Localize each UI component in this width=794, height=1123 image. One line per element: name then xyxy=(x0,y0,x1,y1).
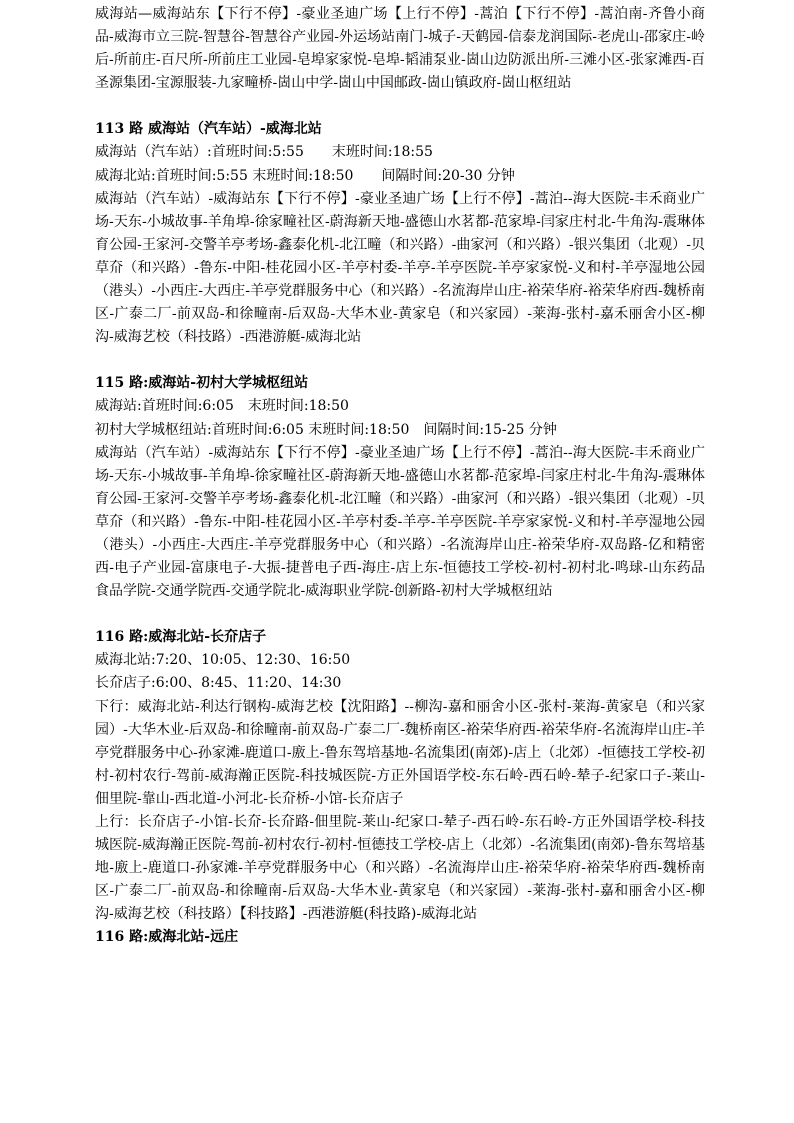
route-115-schedule-1: 威海站:首班时间:6:05 末班时间:18:50 xyxy=(95,398,349,415)
route-116-down-stops: 下行：威海北站-利达行钢构-威海艺校【沈阳路】--柳沟-嘉和丽舍小区-张村-莱海-黄家皂（和兴家园）-大华木业-后双岛-和徐疃南-前双岛-广泰二厂-魏桥南区-裕荣华府西-裕荣华府-名流海岸山庄-羊亭党群服务中心-孙家滩-鹿道口-廒上-鲁东驾培基地-名流集团(南郊)-店上（北郊）-恒德技工学校-初村-初村农行-驾前-威海瀚正医院-科技城医院-方正外国语学校-东石岭-西石岭-辇子-纪家口子-莱山-佃里院-靠山-西北道-小河北-长夼桥-小馆-长夼店子 xyxy=(95,698,705,807)
route-115-schedule-2: 初村大学城枢纽站:首班时间:6:05 末班时间:18:50 间隔时间:15-25 分钟 xyxy=(95,421,557,438)
route-113-stops: 威海站（汽车站）-威海站东【下行不停】-豪业圣迪广场【上行不停】-蒿泊--海大医院-丰禾商业广场-天东-小城故事-羊角埠-徐家疃社区-蔚海新天地-盛德山水茗都-范家埠-闫家庄村北-牛角沟-震琳体育公园-王家河-交警羊亭考场-鑫泰化机-北江疃（和兴路）-曲家河（和兴路）-银兴集团（北观）-贝草夼（和兴路）-鲁东-中阳-桂花园小区-羊亭村委-羊亭-羊亭医院-羊亭家家悦-义和村-羊亭湿地公园（港头）-小西庄-大西庄-羊亭党群服务中心（和兴路）-名流海岸山庄-裕荣华府-裕荣华府西-魏桥南区-广泰二厂-前双岛-和徐疃南-后双岛-大华木业-黄家皂（和兴家园）-莱海-张村-嘉禾丽舍小区-柳沟-威海艺校（科技路）-西港游艇-威海北站 xyxy=(95,190,705,346)
spacer xyxy=(95,603,705,626)
route-116-schedule-1: 威海北站:7:20、10:05、12:30、16:50 xyxy=(95,652,351,669)
route-113-title: 113 路 威海站（汽车站）-威海北站 xyxy=(95,121,322,138)
route-116b-title: 116 路:威海北站-远庄 xyxy=(95,929,239,946)
route-stops-continued: 威海站—威海站东【下行不停】-豪业圣迪广场【上行不停】-蒿泊【下行不停】-蒿泊南-齐鲁小商品-威海市立三院-智慧谷-智慧谷产业园-外运场站南门-城子-天鹤园-信泰龙润国际-老虎山-邵家庄-岭后-所前庄-百尺所-所前庄工业园-皂埠家家悦-皂埠-韬浦泵业-崮山边防派出所-三滩小区-张家滩西-百圣源集团-宝源服装-九家疃桥-崮山中学-崮山中国邮政-崮山镇政府-崮山枢纽站 xyxy=(95,6,705,92)
route-116-title: 116 路:威海北站-长夼店子 xyxy=(95,629,267,646)
route-116-schedule-2: 长夼店子:6:00、8:45、11:20、14:30 xyxy=(95,675,342,692)
route-116-up-stops: 上行：长夼店子-小馆-长夼-长夼路-佃里院-莱山-纪家口-辇子-西石岭-东石岭-方正外国语学校-科技城医院-威海瀚正医院-驾前-初村农行-初村-恒德技工学校-店上（北郊）-名流集团(南郊)-鲁东驾培基地-廒上-鹿道口-孙家滩-羊亭党群服务中心（和兴路）-名流海岸山庄-裕荣华府-裕荣华府西-魏桥南区-广泰二厂-前双岛-和徐疃南-后双岛-大华木业-黄家皂（和兴家园）-莱海-张村-嘉和丽舍小区-柳沟-威海艺校（科技路）【科技路】-西港游艇(科技路)-威海北站 xyxy=(95,814,705,923)
route-113-schedule-1: 威海站（汽车站）:首班时间:5:55 末班时间:18:55 xyxy=(95,144,433,161)
route-115-title: 115 路:威海站-初村大学城枢纽站 xyxy=(95,375,309,392)
route-115-stops: 威海站（汽车站）-威海站东【下行不停】-豪业圣迪广场【上行不停】-蒿泊--海大医院-丰禾商业广场-天东-小城故事-羊角埠-徐家疃社区-蔚海新天地-盛德山水茗都-范家埠-闫家庄村北-牛角沟-震琳体育公园-王家河-交警羊亭考场-鑫泰化机-北江疃（和兴路）-曲家河（和兴路）-银兴集团（北观）-贝草夼（和兴路）-鲁东-中阳-桂花园小区-羊亭村委-羊亭-羊亭医院-羊亭家家悦-义和村-羊亭湿地公园（港头）-小西庄-大西庄-羊亭党群服务中心（和兴路）-名流海岸山庄-裕荣华府-双岛路-亿和精密西-电子产业园-富康电子-大振-捷普电子西-海庄-店上东-恒德技工学校-初村-初村北-鸣球-山东药品食品学院-交通学院西-交通学院北-威海职业学院-创新路-初村大学城枢纽站 xyxy=(95,444,705,600)
spacer xyxy=(95,349,705,372)
route-113-schedule-2: 威海北站:首班时间:5:55 末班时间:18:50 间隔时间:20-30 分钟 xyxy=(95,167,515,184)
document-page xyxy=(95,3,705,950)
spacer xyxy=(95,95,705,118)
